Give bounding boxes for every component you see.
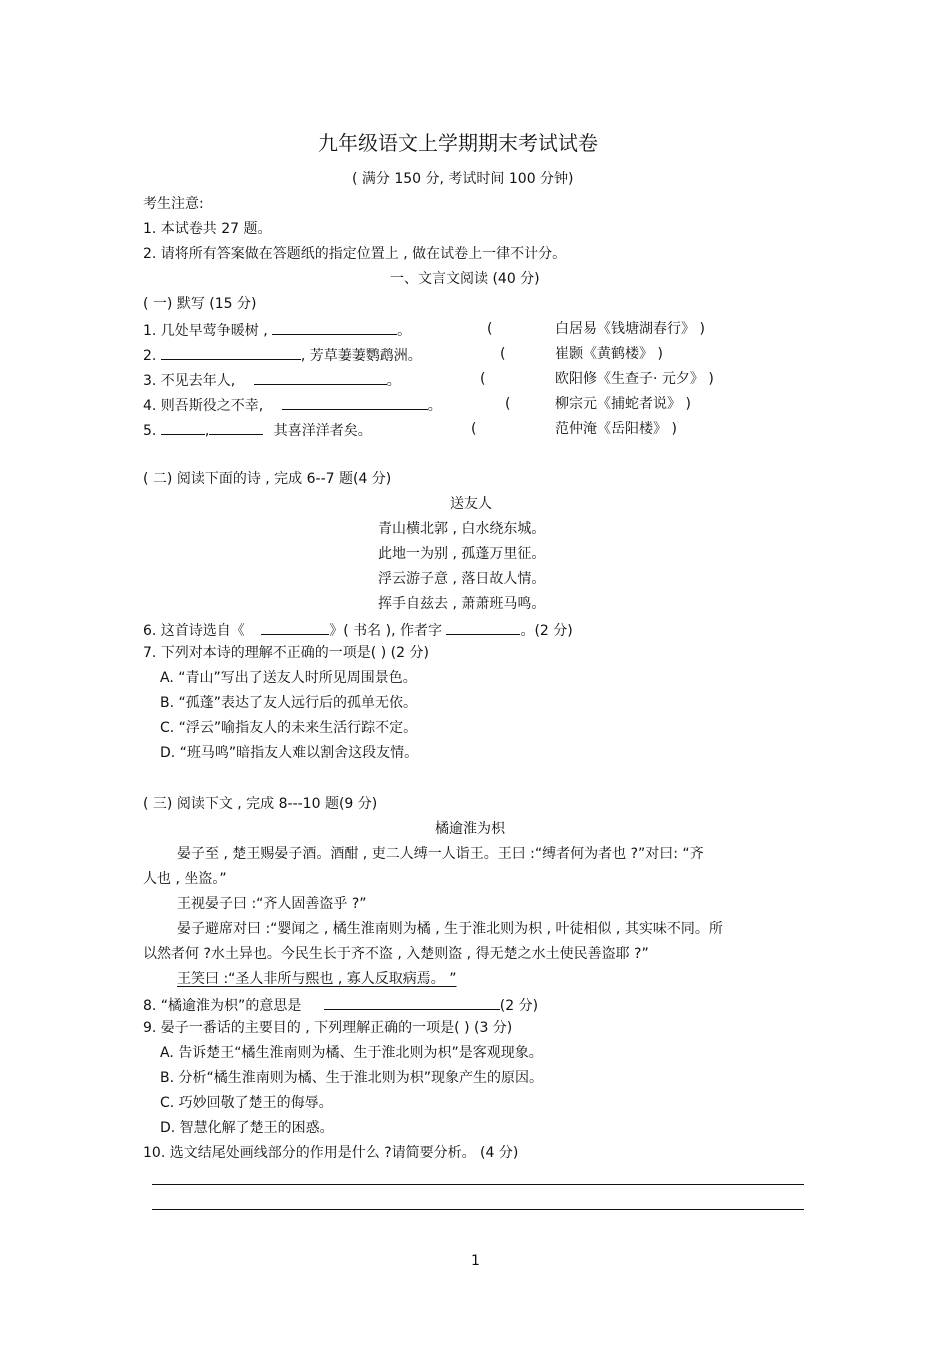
poem-line: 浮云游子意 , 落日故人情。: [378, 571, 546, 587]
passage-title: 橘逾淮为枳: [435, 821, 505, 837]
source-paren: (: [471, 421, 477, 437]
notice-heading: 考生注意:: [143, 196, 204, 212]
source-citation: 范仲淹《岳阳楼》 ): [555, 421, 677, 437]
answer-blank[interactable]: [324, 995, 500, 1010]
question-5: 5. , 其喜洋洋者矣。: [143, 420, 372, 440]
question-1: 1. 几处早莺争暖树 , 。: [143, 320, 411, 340]
underlined-sentence: 王笑曰 :“圣人非所与熙也 , 寡人反取病焉。 ”: [177, 971, 457, 987]
source-citation: 崔颢《黄鹤楼》 ): [555, 346, 663, 362]
passage-paragraph: 晏子避席对曰 :“婴闻之 , 橘生淮南则为橘 , 生于淮北则为枳 , 叶徒相似 , 其实味不同。所: [177, 921, 723, 937]
passage-paragraph: 以然者何 ?水土异也。今民生长于齐不盗 , 入楚则盗 , 得无楚之水土使民善盗耶 ?”: [143, 946, 649, 962]
notice-item: 2. 请将所有答案做在答题纸的指定位置上 , 做在试卷上一律不计分。: [143, 246, 567, 262]
part-heading: ( 一) 默写 (15 分): [143, 296, 257, 312]
option-b[interactable]: B. “孤蓬”表达了友人远行后的孤单无依。: [160, 695, 418, 711]
section-heading: 一、文言文阅读 (40 分): [390, 271, 540, 287]
passage-paragraph: 人也 , 坐盗。”: [143, 871, 227, 887]
notice-item: 1. 本试卷共 27 题。: [143, 221, 272, 237]
part-heading: ( 二) 阅读下面的诗 , 完成 6--7 题(4 分): [143, 471, 392, 487]
answer-blank[interactable]: [161, 420, 205, 435]
option-a[interactable]: A. 告诉楚王“橘生淮南则为橘、生于淮北则为枳”是客观现象。: [160, 1045, 543, 1061]
option-b[interactable]: B. 分析“橘生淮南则为橘、生于淮北则为枳”现象产生的原因。: [160, 1070, 544, 1086]
page-title: 九年级语文上学期期末考试试卷: [318, 131, 598, 155]
option-a[interactable]: A. “青山”写出了送友人时所见周围景色。: [160, 670, 417, 686]
source-citation: 白居易《钱塘湖春行》 ): [555, 321, 705, 337]
question-6: 6. 这首诗选自《 》( 书名 ), 作者字 。(2 分): [143, 620, 573, 640]
source-paren: (: [487, 321, 493, 337]
source-paren: (: [505, 396, 511, 412]
part-heading: ( 三) 阅读下文 , 完成 8---10 题(9 分): [143, 796, 378, 812]
source-paren: (: [500, 346, 506, 362]
page-subtitle: ( 满分 150 分, 考试时间 100 分钟): [352, 171, 574, 187]
answer-blank[interactable]: [282, 395, 428, 410]
answer-blank[interactable]: [272, 320, 397, 335]
answer-blank[interactable]: [261, 620, 329, 635]
source-citation: 柳宗元《捕蛇者说》 ): [555, 396, 691, 412]
answer-blank[interactable]: [209, 420, 263, 435]
poem-line: 此地一为别 , 孤蓬万里征。: [378, 546, 546, 562]
option-d[interactable]: D. 智慧化解了楚王的困惑。: [160, 1120, 334, 1136]
poem-line: 挥手自兹去 , 萧萧班马鸣。: [378, 596, 546, 612]
source-citation: 欧阳修《生查子· 元夕》 ): [555, 371, 714, 387]
answer-line[interactable]: [152, 1184, 804, 1185]
question-2: 2. , 芳草萋萋鹦鹉洲。: [143, 345, 422, 365]
poem-line: 青山横北郭 , 白水绕东城。: [378, 521, 546, 537]
question-9: 9. 晏子一番话的主要目的 , 下列理解正确的一项是( ) (3 分): [143, 1020, 513, 1036]
answer-blank[interactable]: [446, 620, 520, 635]
question-4: 4. 则吾斯役之不幸, 。: [143, 395, 442, 415]
question-10: 10. 选文结尾处画线部分的作用是什么 ?请简要分析。 (4 分): [143, 1145, 519, 1161]
passage-paragraph: 王视晏子曰 :“齐人固善盗乎 ?”: [177, 896, 367, 912]
poem-title: 送友人: [450, 496, 492, 512]
question-8: 8. “橘逾淮为枳”的意思是 (2 分): [143, 995, 538, 1015]
option-c[interactable]: C. 巧妙回敬了楚王的侮辱。: [160, 1095, 333, 1111]
option-d[interactable]: D. “班马鸣”暗指友人难以割舍这段友情。: [160, 745, 419, 761]
answer-blank[interactable]: [254, 370, 387, 385]
source-paren: (: [480, 371, 486, 387]
answer-line[interactable]: [152, 1209, 804, 1210]
question-7: 7. 下列对本诗的理解不正确的一项是( ) (2 分): [143, 645, 429, 661]
passage-paragraph: 晏子至 , 楚王赐晏子酒。酒酣 , 吏二人缚一人诣王。王曰 :“缚者何为者也 ?”对曰: “齐: [177, 846, 704, 862]
option-c[interactable]: C. “浮云”喻指友人的未来生活行踪不定。: [160, 720, 418, 736]
answer-blank[interactable]: [161, 345, 301, 360]
question-3: 3. 不见去年人, 。: [143, 370, 401, 390]
page-number: 1: [471, 1253, 480, 1269]
